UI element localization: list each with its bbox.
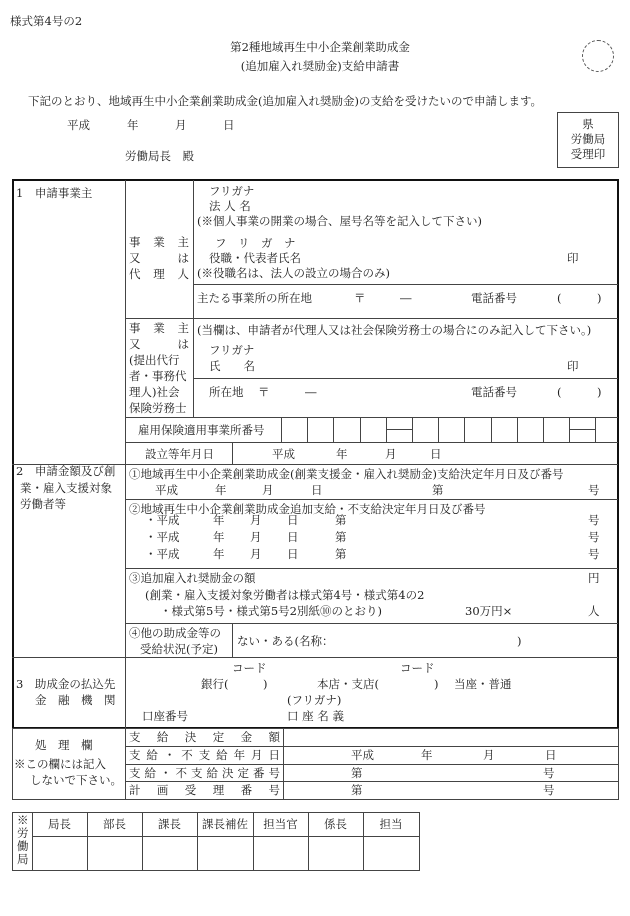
cell-divider <box>360 417 361 442</box>
cell-divider <box>464 417 465 442</box>
number-suffix: 号 <box>543 783 555 797</box>
divider <box>232 442 233 464</box>
employer-label: 事 業 主 <box>129 235 189 249</box>
code-label: コード <box>400 661 435 675</box>
addressee: 労働局長 殿 <box>125 149 194 163</box>
address-label: 所在地 <box>209 385 244 399</box>
date-era: 平成 <box>351 748 374 762</box>
item1-text: ①地域再生中小企業創業助成金(創業支援金・雇入れ奨励金)支給決定年月日及び番号 <box>129 467 564 481</box>
stamp-header: 担当官 <box>263 817 298 831</box>
stamp-header: 課長 <box>158 817 181 831</box>
date-month: 月 <box>262 483 274 497</box>
cell-divider <box>333 417 334 442</box>
account-type: 当座・普通 <box>454 677 512 691</box>
item4-label: 受給状況(予定) <box>140 642 218 656</box>
section2-label: 労働者等 <box>20 497 66 511</box>
date-day: 日 <box>430 447 442 461</box>
item4-label: ④他の助成金等の <box>129 626 221 640</box>
stamp-header: 局長 <box>48 817 71 831</box>
item2-day: 日 <box>287 530 299 544</box>
item4-text: ない・ある(名称： <box>237 634 334 648</box>
paren: ) <box>434 677 439 691</box>
divider <box>125 417 618 418</box>
phone-label: 電話番号 <box>471 291 517 305</box>
cell-divider <box>491 417 492 442</box>
agent-label: (提出代行 <box>129 353 180 367</box>
postal-mark: 〒 <box>258 385 270 399</box>
account-number-label: 口座番号 <box>142 709 188 723</box>
number-prefix: 第 <box>351 766 363 780</box>
item2-year: 年 <box>213 513 225 527</box>
stamp-cell[interactable] <box>253 837 308 870</box>
paren: ) <box>597 291 602 305</box>
paren: ) <box>263 677 268 691</box>
item2-month: 月 <box>250 530 262 544</box>
processing-row-label: 支給・不支給年月日 <box>129 748 280 762</box>
processing-row-label: 計画受理番号 <box>129 783 280 797</box>
receipt-line3: 受理印 <box>570 147 606 161</box>
bank-label: 銀行( <box>201 677 229 691</box>
date-year: 年 <box>421 748 433 762</box>
cell-dash <box>386 429 412 430</box>
persons-unit: 人 <box>588 604 600 618</box>
item2-text: ②地域再生中小企業創業助成金追加支給・不支給決定年月日及び番号 <box>129 502 486 516</box>
date-month: 月 <box>175 118 187 132</box>
section2-label: 業・雇入支援対象 <box>20 481 112 495</box>
item2-era: ・平成 <box>145 530 180 544</box>
item2-dai: 第 <box>335 530 347 544</box>
stamp-header: 係長 <box>324 817 347 831</box>
divider <box>193 378 618 379</box>
form-title-line1: 第2種地域再生中小企業創業助成金 <box>230 40 410 54</box>
address-label: 主たる事業所の所在地 <box>197 291 312 305</box>
insurance-number-label: 雇用保険適用事業所番号 <box>138 423 265 437</box>
divider <box>193 284 618 285</box>
paren: ) <box>517 634 522 648</box>
date-day: 日 <box>223 118 235 132</box>
stamp-cell[interactable] <box>142 837 197 870</box>
section3-label: 3 助成金の払込先 <box>16 677 116 691</box>
stamp-header: 課長補佐 <box>202 817 248 831</box>
cell-divider <box>412 417 413 442</box>
agent-label: 保険労務士 <box>129 401 187 415</box>
item2-year: 年 <box>213 547 225 561</box>
processing-note: ※この欄には記入 <box>14 757 106 771</box>
date-year: 年 <box>336 447 348 461</box>
cell-divider <box>281 417 282 442</box>
cell-divider <box>543 417 544 442</box>
item2-day: 日 <box>287 513 299 527</box>
phone-label: 電話番号 <box>471 385 517 399</box>
form-number: 様式第4号の2 <box>10 14 83 28</box>
name-label: 氏 名 <box>209 359 255 373</box>
postal-mark: 〒 <box>354 291 366 305</box>
agent-label: 又 は <box>129 337 189 351</box>
item3-note1: (創業・雇入支援対象労働者は様式第4号・様式第4の2 <box>145 588 425 602</box>
divider <box>125 623 618 624</box>
section1-label: 1 申請事業主 <box>16 186 93 200</box>
stamp-cell[interactable] <box>87 837 142 870</box>
item3-rate: 30万円× <box>465 604 513 618</box>
cell-divider <box>517 417 518 442</box>
divider <box>125 442 618 443</box>
code-label: コード <box>232 661 267 675</box>
item2-era: ・平成 <box>145 513 180 527</box>
seal-mark: 印 <box>567 359 579 373</box>
furigana-label: フリガナ <box>209 343 255 357</box>
item2-dai: 第 <box>335 513 347 527</box>
corp-name-label: 法 人 名 <box>209 199 251 213</box>
divider <box>125 764 618 765</box>
employer-label: 又 は <box>129 251 189 265</box>
stamp-cell[interactable] <box>308 837 363 870</box>
divider <box>125 568 618 569</box>
item2-day: 日 <box>287 547 299 561</box>
item2-go: 号 <box>588 530 600 544</box>
stamp-header: 部長 <box>103 817 126 831</box>
receipt-line2: 労働局 <box>570 132 606 146</box>
stamp-cell[interactable] <box>197 837 253 870</box>
seal-circle <box>582 40 614 72</box>
date-year: 年 <box>127 118 139 132</box>
date-day: 日 <box>311 483 323 497</box>
agent-label: 者・事務代 <box>129 369 187 383</box>
divider <box>125 180 126 728</box>
paren: ( <box>557 385 562 399</box>
seal-mark: 印 <box>567 251 579 265</box>
date-era: 平成 <box>272 447 295 461</box>
cell-dash <box>569 429 595 430</box>
postal-dash: ― <box>400 291 412 305</box>
processing-note: しないで下さい。 <box>30 773 122 787</box>
cell-divider <box>438 417 439 442</box>
paren: ( <box>557 291 562 305</box>
agent-label: 事 業 主 <box>129 321 189 335</box>
yen-unit: 円 <box>588 571 600 585</box>
processing-row-label: 支給決定金額 <box>129 730 280 744</box>
note-individual: (※個人事業の開業の場合、屋号名等を記入して下さい) <box>197 214 482 228</box>
statement: 下記のとおり、地域再生中小企業創業助成金(追加雇入れ奨励金)の支給を受けたいので申請します。 <box>28 94 543 108</box>
item2-month: 月 <box>250 513 262 527</box>
note-position: (※役職名は、法人の設立の場合のみ) <box>197 266 390 280</box>
divider <box>125 499 618 500</box>
processing-title: 処 理 欄 <box>35 738 93 752</box>
number-suffix: 号 <box>543 766 555 780</box>
divider <box>125 746 618 747</box>
divider <box>232 623 233 657</box>
agent-label: 理人)社会 <box>129 385 180 399</box>
section2-label: 2 申請金額及び創 <box>16 464 116 478</box>
date-day: 日 <box>545 748 557 762</box>
furigana-label: (フリガナ) <box>287 693 342 707</box>
furigana-label: フ リ ガ ナ <box>215 236 296 250</box>
processing-row-label: 支給・不支給決定番号 <box>129 766 280 780</box>
date-month: 月 <box>385 447 397 461</box>
established-label: 設立等年月日 <box>145 447 214 461</box>
item3-note2: ・様式第5号・様式第5号2別紙⑩のとおり) <box>160 604 382 618</box>
divider <box>193 180 194 417</box>
representative-label: 役職・代表者氏名 <box>209 251 301 265</box>
agent-note: (当欄は、申請者が代理人又は社会保険労務士の場合にのみ記入して下さい。) <box>197 323 592 337</box>
stamp-cell[interactable] <box>32 837 87 870</box>
item2-go: 号 <box>588 513 600 527</box>
date-year: 年 <box>215 483 227 497</box>
section3-label: 金 融 機 関 <box>35 693 116 707</box>
item2-year: 年 <box>213 530 225 544</box>
postal-dash: ― <box>305 385 317 399</box>
employer-label: 代 理 人 <box>129 267 189 281</box>
account-holder-label: 口 座 名 義 <box>287 709 344 723</box>
stamp-cell[interactable] <box>363 837 419 870</box>
date-month: 月 <box>483 748 495 762</box>
date-era: 平成 <box>67 118 90 132</box>
item2-era: ・平成 <box>145 547 180 561</box>
form-title-line2: (追加雇入れ奨励金)支給申請書 <box>240 59 400 73</box>
item2-dai: 第 <box>335 547 347 561</box>
number-prefix: 第 <box>351 783 363 797</box>
date-era: 平成 <box>155 483 178 497</box>
furigana-label: フリガナ <box>209 184 255 198</box>
divider <box>12 657 618 658</box>
number-suffix: 号 <box>588 483 600 497</box>
item2-go: 号 <box>588 547 600 561</box>
divider <box>125 318 618 319</box>
receipt-line1: 県 <box>582 117 594 131</box>
item3-text: ③追加雇入れ奨励金の額 <box>129 571 256 585</box>
cell-divider <box>307 417 308 442</box>
number-prefix: 第 <box>432 483 444 497</box>
stamp-header: 担当 <box>379 817 403 831</box>
cell-divider <box>595 417 596 442</box>
divider <box>125 781 618 782</box>
receipt-stamp-box <box>557 112 619 168</box>
paren: ) <box>597 385 602 399</box>
office-side-label: ※労働局 <box>17 813 29 866</box>
branch-label: 本店・支店( <box>317 677 379 691</box>
item2-month: 月 <box>250 547 262 561</box>
